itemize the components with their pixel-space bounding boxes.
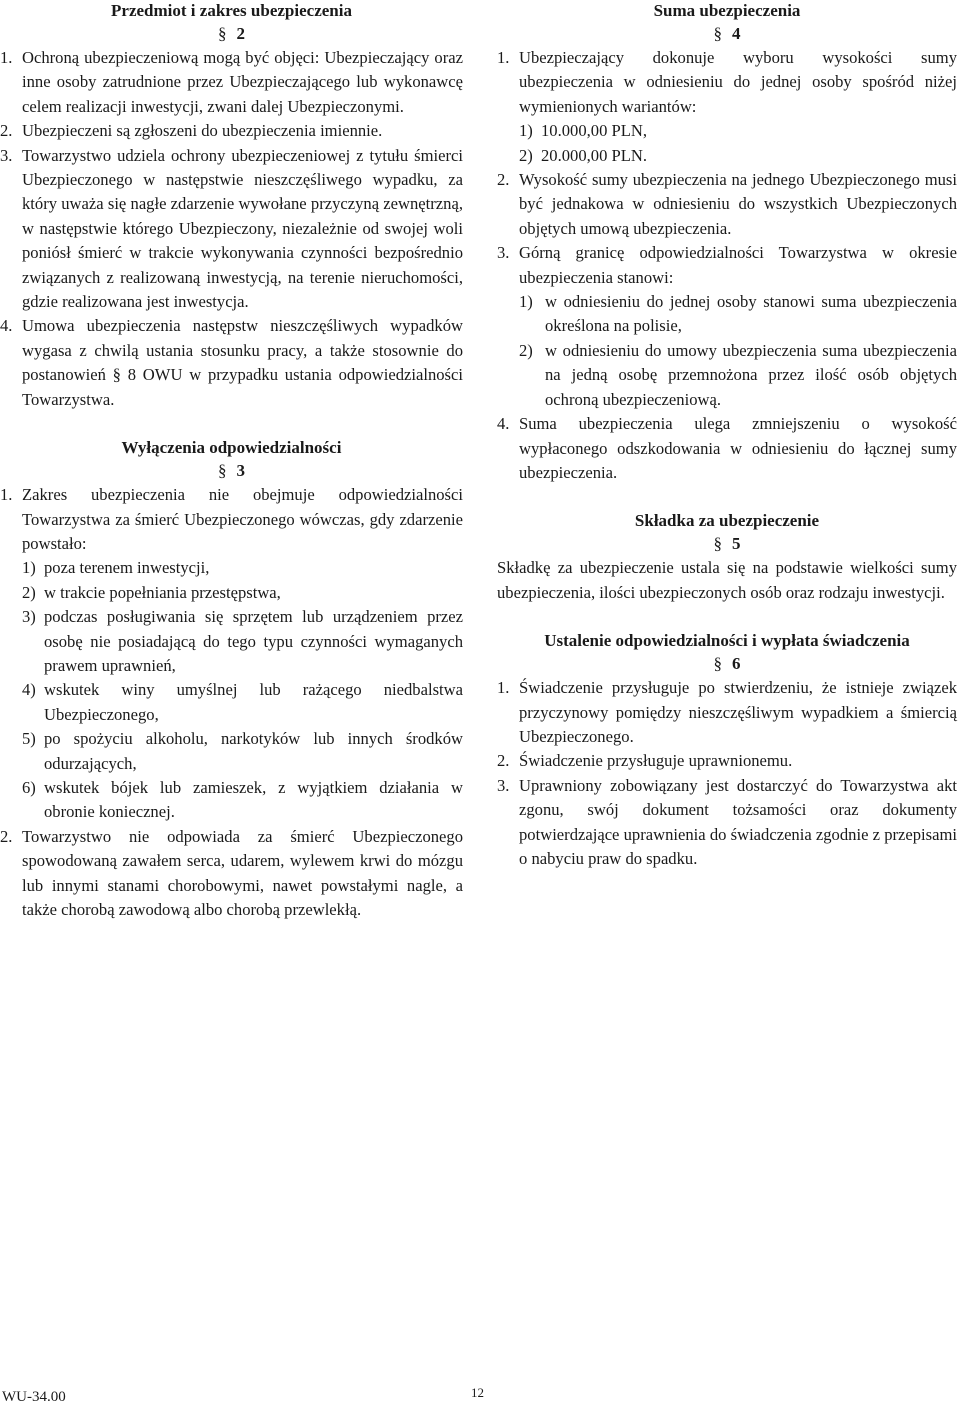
item-text: Suma ubezpieczenia ulega zmniejszeniu o wysokość wypłaconego odszkodowania w odniesieniu do łącznej sumy ubezpieczenia. xyxy=(519,414,957,482)
item-text: Świadczenie przysługuje uprawnionemu. xyxy=(519,751,793,771)
section-symbol: § xyxy=(218,24,227,43)
item-text: Uprawniony zobowiązany jest dostarczyć do Towarzystwa akt zgonu, swój dokument tożsamości oraz dokumenty potwierdzające uprawnienia do świadczenia zgodnie z przepisami o nabyciu praw do spadku. xyxy=(519,775,957,868)
section-title: Suma ubezpieczenia xyxy=(653,1,801,20)
sub-item xyxy=(0,678,463,727)
section-number xyxy=(0,459,463,483)
item-text: Umowa ubezpieczenia następstw nieszczęśliwych wypadków wygasa z chwilą ustania stosunku pracy, a także stosownie do postanowień § 8 OWU w przypadku ustania odpowiedzialności Towarzystwa. xyxy=(22,316,463,409)
item-text: Ubezpieczający dokonuje wyboru wysokości sumy ubezpieczenia w odniesieniu do jednej osoby spośród niżej wymienionych wariantów: xyxy=(519,48,957,116)
list-item xyxy=(0,119,463,143)
sub-item-label: 1) xyxy=(22,558,36,578)
item-text: Towarzystwo udziela ochrony ubezpieczeniowej z tytułu śmierci Ubezpieczonego w następstwie nieszczęśliwego wypadku, za który uważa się nagłe zdarzenie wywołane przyczyną zewnętrzną, w następstwie którego Ubezpieczony, niezależnie od swojej woli poniósł śmierć w trakcie wykonywania czynności bezpośrednio związanych z realizowaną inwestycją, na terenie nieruchomości, gdzie realizowana jest inwestycja. xyxy=(22,145,463,312)
item-label: 1. xyxy=(0,485,13,505)
section-title: Przedmiot i zakres ubezpieczenia xyxy=(111,1,352,20)
sub-item-label: 2) xyxy=(519,145,533,165)
sub-item xyxy=(0,556,463,580)
section-title: Składka za ubezpieczenie xyxy=(634,511,820,531)
section-number xyxy=(497,652,957,676)
sub-item-label: 1) xyxy=(519,121,533,141)
item-label: 2. xyxy=(497,170,510,190)
section-2 xyxy=(0,0,463,412)
sub-item-label: 2) xyxy=(22,582,36,602)
sub-item-label: 3) xyxy=(22,607,36,627)
list-item xyxy=(497,46,957,119)
sub-item xyxy=(497,290,957,339)
sub-item-text: 10.000,00 PLN, xyxy=(541,121,648,141)
section-symbol: § xyxy=(713,534,722,554)
sub-item xyxy=(497,339,957,412)
section-num-value: 3 xyxy=(236,461,245,481)
section-number xyxy=(0,22,463,46)
item-label: 3. xyxy=(497,775,510,795)
page-number: 12 xyxy=(471,1385,484,1400)
sub-item-text: poza terenem inwestycji, xyxy=(44,558,210,578)
item-text: Towarzystwo nie odpowiada za śmierć Ubezpieczonego spowodowaną zawałem serca, udarem, wylewem krwi do mózgu lub innymi stanami chorobowymi, nawet powstałymi nagle, a także chorobą zawodową albo chorobą przewlekłą. xyxy=(22,826,463,919)
list-item xyxy=(0,825,463,923)
item-text: Ubezpieczeni są zgłoszeni do ubezpieczenia imiennie. xyxy=(22,121,383,141)
spacer xyxy=(497,605,957,630)
sub-item-text: wskutek winy umyślnej lub rażącego niedbalstwa Ubezpieczonego, xyxy=(44,680,463,724)
section-4 xyxy=(497,0,957,485)
section-title: Wyłączenia odpowiedzialności xyxy=(121,438,342,458)
sub-item xyxy=(497,144,957,168)
item-label: 2. xyxy=(0,826,13,846)
sub-item xyxy=(0,776,463,825)
list-item xyxy=(497,774,957,872)
sub-item xyxy=(0,581,463,605)
section-num-value: 4 xyxy=(732,24,741,43)
sub-item-label: 6) xyxy=(22,777,36,797)
section-number xyxy=(497,532,957,556)
sub-item-label: 2) xyxy=(519,340,533,360)
right-column xyxy=(497,0,957,871)
list-item xyxy=(497,412,957,485)
section-num-value: 2 xyxy=(236,24,245,43)
sub-item-text: wskutek bójek lub zamieszek, z wyjątkiem działania w obronie koniecznej. xyxy=(44,777,463,822)
sub-item-text: w odniesieniu do jednej osoby stanowi suma ubezpieczenia określona na polisie, xyxy=(545,292,957,336)
item-text: Górną granicę odpowiedzialności Towarzystwa w okresie ubezpieczenia stanowi: xyxy=(519,243,957,287)
section-num-value: 6 xyxy=(732,654,741,674)
sub-item-label: 5) xyxy=(22,729,36,749)
item-label: 3. xyxy=(0,145,13,165)
item-label: 1. xyxy=(0,48,13,67)
item-label: 3. xyxy=(497,243,510,263)
document-code: WU-34.00 xyxy=(2,1389,66,1405)
item-label: 4. xyxy=(497,414,510,434)
section-number xyxy=(497,22,957,46)
item-text: Zakres ubezpieczenia nie obejmuje odpowiedzialności Towarzystwa za śmierć Ubezpieczonego wówczas, gdy zdarzenie powstało: xyxy=(22,485,463,553)
item-text: Ochroną ubezpieczeniową mogą być objęci: Ubezpieczający oraz inne osoby zatrudnione przez Ubezpieczającego lub wykonawcę celem realizacji inwestycji, zwani dalej Ubezpieczonymi. xyxy=(22,48,463,116)
sub-item-label: 4) xyxy=(22,680,36,700)
item-label: 2. xyxy=(0,121,13,141)
section-symbol: § xyxy=(713,654,722,674)
item-label: 2. xyxy=(497,751,510,771)
sub-item-text: podczas posługiwania się sprzętem lub urządzeniem przez osobę nie posiadającą do tego typu czynności wymaganych prawem uprawnień, xyxy=(44,607,463,675)
sub-item-label: 1) xyxy=(519,292,533,312)
sub-item xyxy=(0,605,463,678)
section-num-value: 5 xyxy=(732,534,741,554)
section-symbol: § xyxy=(713,24,722,43)
section-3 xyxy=(0,437,463,922)
spacer xyxy=(0,412,463,437)
section-title: Ustalenie odpowiedzialności i wypłata świadczenia xyxy=(544,631,910,651)
sub-item xyxy=(0,727,463,776)
list-item xyxy=(497,241,957,290)
item-text: Wysokość sumy ubezpieczenia na jednego Ubezpieczonego musi być jednakowa w odniesieniu do wszystkich Ubezpieczonych objętych umową ubezpieczenia. xyxy=(519,170,957,238)
list-item xyxy=(0,314,463,412)
sub-item xyxy=(497,119,957,143)
section-6 xyxy=(497,630,957,871)
left-column xyxy=(0,0,463,922)
item-label: 1. xyxy=(497,48,510,67)
paragraph: Składkę za ubezpieczenie ustala się na podstawie wielkości sumy ubezpieczenia, ilości ubezpieczonych osób oraz rodzaju inwestycji. xyxy=(497,558,957,602)
list-item xyxy=(497,676,957,749)
sub-item-text: po spożyciu alkoholu, narkotyków lub innych środków odurzających, xyxy=(44,729,463,773)
sub-item-text: w odniesieniu do umowy ubezpieczenia suma ubezpieczenia na jedną osobę przemnożona przez ilość osób objętych ochroną ubezpieczeniową. xyxy=(545,340,957,409)
section-symbol: § xyxy=(218,461,227,481)
sub-item-text: 20.000,00 PLN. xyxy=(541,145,648,165)
section-5 xyxy=(497,510,957,605)
list-item xyxy=(497,168,957,241)
item-label: 4. xyxy=(0,316,13,336)
spacer xyxy=(497,485,957,510)
sub-item-text: w trakcie popełniania przestępstwa, xyxy=(44,582,281,602)
item-label: 1. xyxy=(497,678,510,698)
list-item xyxy=(0,46,463,119)
item-text: Świadczenie przysługuje po stwierdzeniu, że istnieje związek przyczynowy pomiędzy nieszczęśliwym wypadkiem a śmiercią Ubezpieczonego. xyxy=(519,678,957,746)
list-item xyxy=(0,483,463,556)
list-item xyxy=(0,144,463,315)
list-item xyxy=(497,749,957,773)
